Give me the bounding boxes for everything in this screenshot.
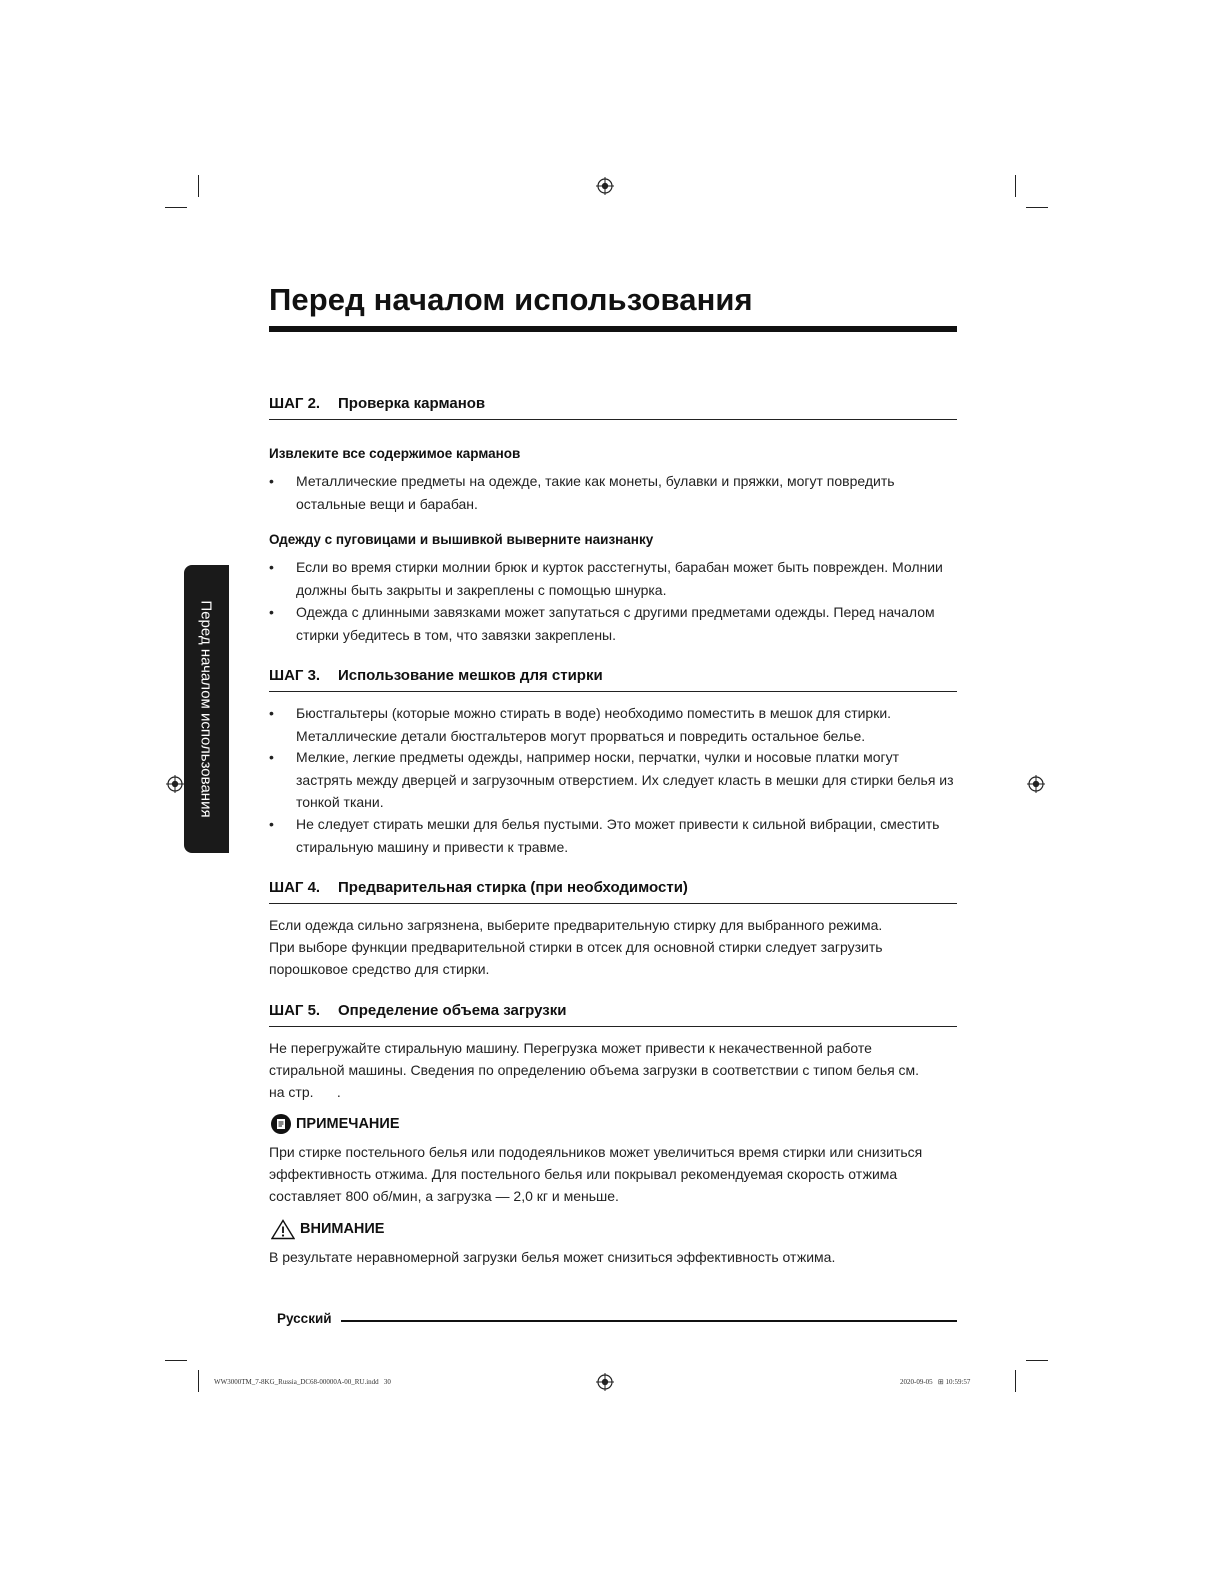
crop-mark: [1015, 175, 1016, 197]
step-4-heading: [269, 879, 957, 904]
list-item: [269, 470, 957, 515]
bullet-icon: •: [269, 749, 274, 765]
paragraph-line: Если одежда сильно загрязнена, выберите предварительную стирку для выбранного режима.: [269, 917, 883, 933]
step-2-subheading: Одежду с пуговицами и вышивкой выверните наизнанку: [269, 532, 654, 547]
crop-mark: [198, 175, 199, 197]
paragraph-line: на стр. .: [269, 1084, 341, 1100]
list-item-text: Металлические предметы на одежде, такие как монеты, булавки и пряжки, могут повредить остальные вещи и барабан.: [296, 473, 895, 512]
registration-mark-icon: [1027, 775, 1045, 793]
list-item-text: Мелкие, легкие предметы одежды, например носки, перчатки, чулки и носовые платки могут застрять между дверцей и загрузочным отверстием. Их следует класть в мешки для стирки белья из тонкой ткани.: [296, 749, 954, 810]
crop-mark: [1026, 1360, 1048, 1361]
step-2-heading: [269, 395, 957, 420]
list-item: [269, 702, 957, 747]
list-item: [269, 746, 957, 814]
step-3-heading: [269, 667, 957, 692]
registration-mark-icon: [166, 775, 184, 793]
step-number: ШАГ 4.: [269, 879, 321, 896]
list-item: [269, 601, 957, 646]
crop-mark: [198, 1370, 199, 1392]
list-item-text: Одежда с длинными завязками может запутаться с другими предметами одежды. Перед началом стирки убедитесь в том, что завязки закреплены.: [296, 604, 935, 643]
paragraph-line: составляет 800 об/мин, а загрузка — 2,0 кг и меньше.: [269, 1188, 619, 1204]
paragraph-line: При выборе функции предварительной стирки в отсек для основной стирки следует загрузить: [269, 939, 883, 955]
footer-language: Русский: [277, 1311, 332, 1326]
warning-triangle-icon: [271, 1219, 295, 1240]
list-item-text: Не следует стирать мешки для белья пустыми. Это может привести к сильной вибрации, сместить стиральную машину и привести к травме.: [296, 816, 940, 855]
title-rule: [269, 326, 957, 332]
caution-heading: [271, 1218, 384, 1240]
step-number: ШАГ 2.: [269, 395, 321, 412]
list-item-text: Если во время стирки молнии брюк и курток расстегнуты, барабан может быть поврежден. Молнии должны быть закрыты и закреплены с помощью шнурка.: [296, 559, 943, 598]
note-heading: [271, 1113, 400, 1135]
step-number: ШАГ 3.: [269, 667, 321, 684]
paragraph-line: эффективность отжима. Для постельного белья или покрывал рекомендуемая скорость отжима: [269, 1166, 898, 1182]
step-number: ШАГ 5.: [269, 1002, 321, 1019]
bullet-icon: •: [269, 604, 274, 620]
bullet-icon: •: [269, 559, 274, 575]
step-2-subheading: Извлеките все содержимое карманов: [269, 446, 521, 461]
step-title: Использование мешков для стирки: [338, 667, 603, 684]
footer-rule: [341, 1320, 957, 1322]
step-title: Определение объема загрузки: [338, 1002, 567, 1019]
registration-mark-icon: [596, 1373, 614, 1391]
paragraph-line: При стирке постельного белья или пододеяльников может увеличиться время стирки или снизиться: [269, 1144, 923, 1160]
step-title: Проверка карманов: [338, 395, 486, 412]
paragraph-line: Не перегружайте стиральную машину. Перегрузка может привести к некачественной работе: [269, 1040, 872, 1056]
crop-mark: [165, 1360, 187, 1361]
paragraph-line: В результате неравномерной загрузки белья может снизиться эффективность отжима.: [269, 1249, 836, 1265]
bullet-icon: •: [269, 705, 274, 721]
note-icon: [271, 1114, 291, 1134]
bullet-icon: •: [269, 816, 274, 832]
list-item: [269, 813, 957, 858]
crop-mark: [1026, 207, 1048, 208]
step-title: Предварительная стирка (при необходимости): [338, 879, 688, 896]
side-tab-label: Перед началом использования: [197, 600, 215, 818]
page-title: Перед началом использования: [269, 282, 753, 317]
crop-mark: [1015, 1370, 1016, 1392]
list-item-text: Бюстгальтеры (которые можно стирать в воде) необходимо поместить в мешок для стирки. Металлические детали бюстгальтеров могут прорваться и повредить остальное белье.: [296, 705, 892, 744]
caution-label: ВНИМАНИЕ: [300, 1221, 385, 1237]
step-5-heading: [269, 1002, 957, 1027]
print-slug-right: 2020-09-05 ⊞ 10:59:57: [900, 1378, 971, 1386]
crop-mark: [165, 207, 187, 208]
registration-mark-icon: [596, 177, 614, 195]
list-item: [269, 556, 957, 601]
paragraph-line: стиральной машины. Сведения по определению объема загрузки в соответствии с типом белья см.: [269, 1062, 920, 1078]
note-label: ПРИМЕЧАНИЕ: [296, 1116, 400, 1132]
bullet-icon: •: [269, 473, 274, 489]
paragraph-line: порошковое средство для стирки.: [269, 961, 490, 977]
print-slug-left: WW3000TM_7-8KG_Russia_DC68-00000A-00_RU.indd 30: [214, 1378, 391, 1386]
